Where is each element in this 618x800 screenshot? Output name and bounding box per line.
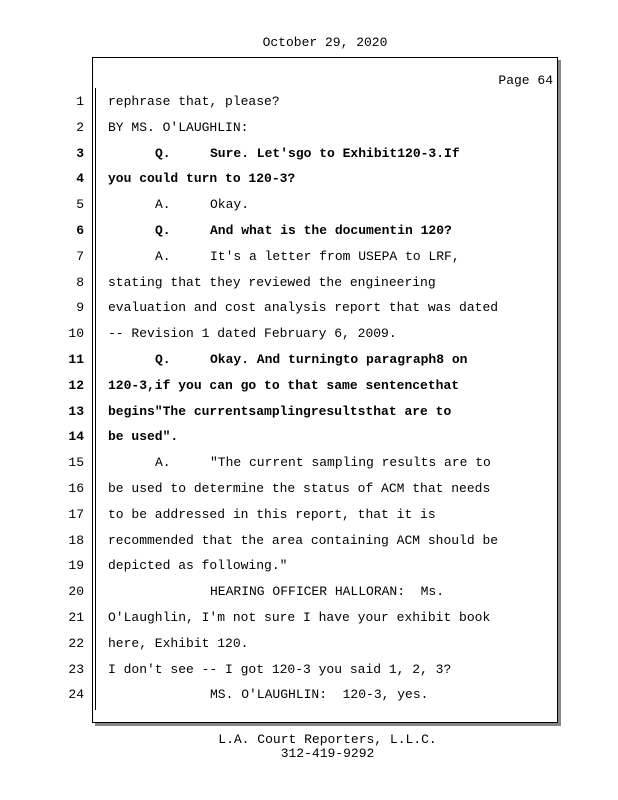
transcript-line (0, 404, 560, 424)
line-number: 12 (68, 377, 84, 393)
transcript-line (0, 275, 560, 295)
reporter-phone: 312-419-9292 (280, 746, 375, 761)
line-text: be used to determine the status of ACM that needs (108, 481, 491, 496)
line-number: 24 (68, 687, 84, 703)
line-text: I don't see -- I got 120-3 you said 1, 2, 3? (108, 661, 452, 677)
speaker-label: A. (155, 455, 171, 471)
transcript-line (0, 120, 560, 140)
line-number: 4 (76, 171, 84, 187)
line-number: 7 (76, 248, 84, 264)
line-number: 20 (68, 584, 84, 600)
line-number: 13 (68, 403, 84, 419)
page-number: Page 64 (498, 73, 553, 88)
line-text: evaluation and cost analysis report that was dated (108, 300, 499, 316)
line-text: O'Laughlin, I'm not sure I have your exhibit book (108, 610, 491, 625)
line-text: to be addressed in this report, that it is (108, 506, 436, 522)
line-number: 8 (76, 274, 84, 290)
line-text: Okay. (210, 197, 250, 213)
footer (0, 733, 618, 761)
speaker-label: Q. (155, 352, 171, 367)
line-number: 1 (76, 94, 84, 109)
line-number: 21 (68, 610, 84, 625)
line-text: you could turn to 120-3? (108, 171, 296, 187)
line-text: stating that they reviewed the engineering (108, 274, 436, 290)
line-number: 15 (68, 455, 84, 471)
transcript-line (0, 533, 560, 553)
line-text: BY MS. O'LAUGHLIN: (108, 119, 249, 135)
line-text: begins"The currentsamplingresultsthat are to (108, 403, 452, 419)
line-text: 120-3,if you can go to that same sentencethat (108, 377, 460, 393)
line-number: 18 (68, 532, 84, 548)
transcript-line (0, 249, 560, 269)
line-number: 14 (68, 429, 84, 445)
line-text: rephrase that, please? (108, 94, 280, 109)
line-number: 22 (68, 635, 84, 651)
transcript-line (0, 558, 560, 578)
line-text: It's a letter from USEPA to LRF, (210, 248, 460, 264)
transcript-line (0, 223, 560, 243)
line-number: 9 (76, 300, 84, 316)
reporter-company: L.A. Court Reporters, L.L.C. (218, 732, 437, 747)
line-number: 6 (76, 223, 84, 238)
line-text: MS. O'LAUGHLIN: 120-3, yes. (210, 687, 429, 703)
line-number: 2 (76, 119, 84, 135)
line-number: 11 (68, 352, 84, 367)
transcript-line (0, 197, 560, 217)
line-text: HEARING OFFICER HALLORAN: Ms. (210, 584, 445, 600)
speaker-label: A. (155, 197, 171, 213)
transcript-line (0, 610, 560, 630)
line-number: 10 (68, 326, 84, 342)
transcript-line (0, 584, 560, 604)
line-text: "The current sampling results are to (210, 455, 491, 471)
transcript-line (0, 507, 560, 527)
transcript-line (0, 429, 560, 449)
transcript-line (0, 171, 560, 191)
line-text: recommended that the area containing ACM should be (108, 532, 499, 548)
transcript-line (0, 455, 560, 475)
transcript-line (0, 146, 560, 166)
transcript-line (0, 378, 560, 398)
speaker-label: Q. (155, 145, 171, 161)
line-number: 23 (68, 661, 84, 677)
line-text: And what is the documentin 120? (210, 223, 452, 238)
transcript-line (0, 300, 560, 320)
transcript-line (0, 687, 560, 707)
line-number: 5 (76, 197, 84, 213)
speaker-label: A. (155, 248, 171, 264)
line-number: 16 (68, 481, 84, 496)
line-number: 19 (68, 558, 84, 574)
line-text: -- Revision 1 dated February 6, 2009. (108, 326, 397, 342)
line-text: be used". (108, 429, 179, 445)
line-text: here, Exhibit 120. (108, 635, 249, 651)
line-text: depicted as following." (108, 558, 288, 574)
line-text: Sure. Let'sgo to Exhibit120-3.If (210, 145, 460, 161)
line-number: 17 (68, 506, 84, 522)
line-text: Okay. And turningto paragraph8 on (210, 352, 468, 367)
line-number: 3 (76, 145, 84, 161)
transcript-line (0, 662, 560, 682)
transcript-line (0, 352, 560, 372)
speaker-label: Q. (155, 223, 171, 238)
transcript-line (0, 94, 560, 114)
transcript-line (0, 636, 560, 656)
transcript-line (0, 481, 560, 501)
transcript-date: October 29, 2020 (262, 35, 388, 50)
transcript-line (0, 326, 560, 346)
